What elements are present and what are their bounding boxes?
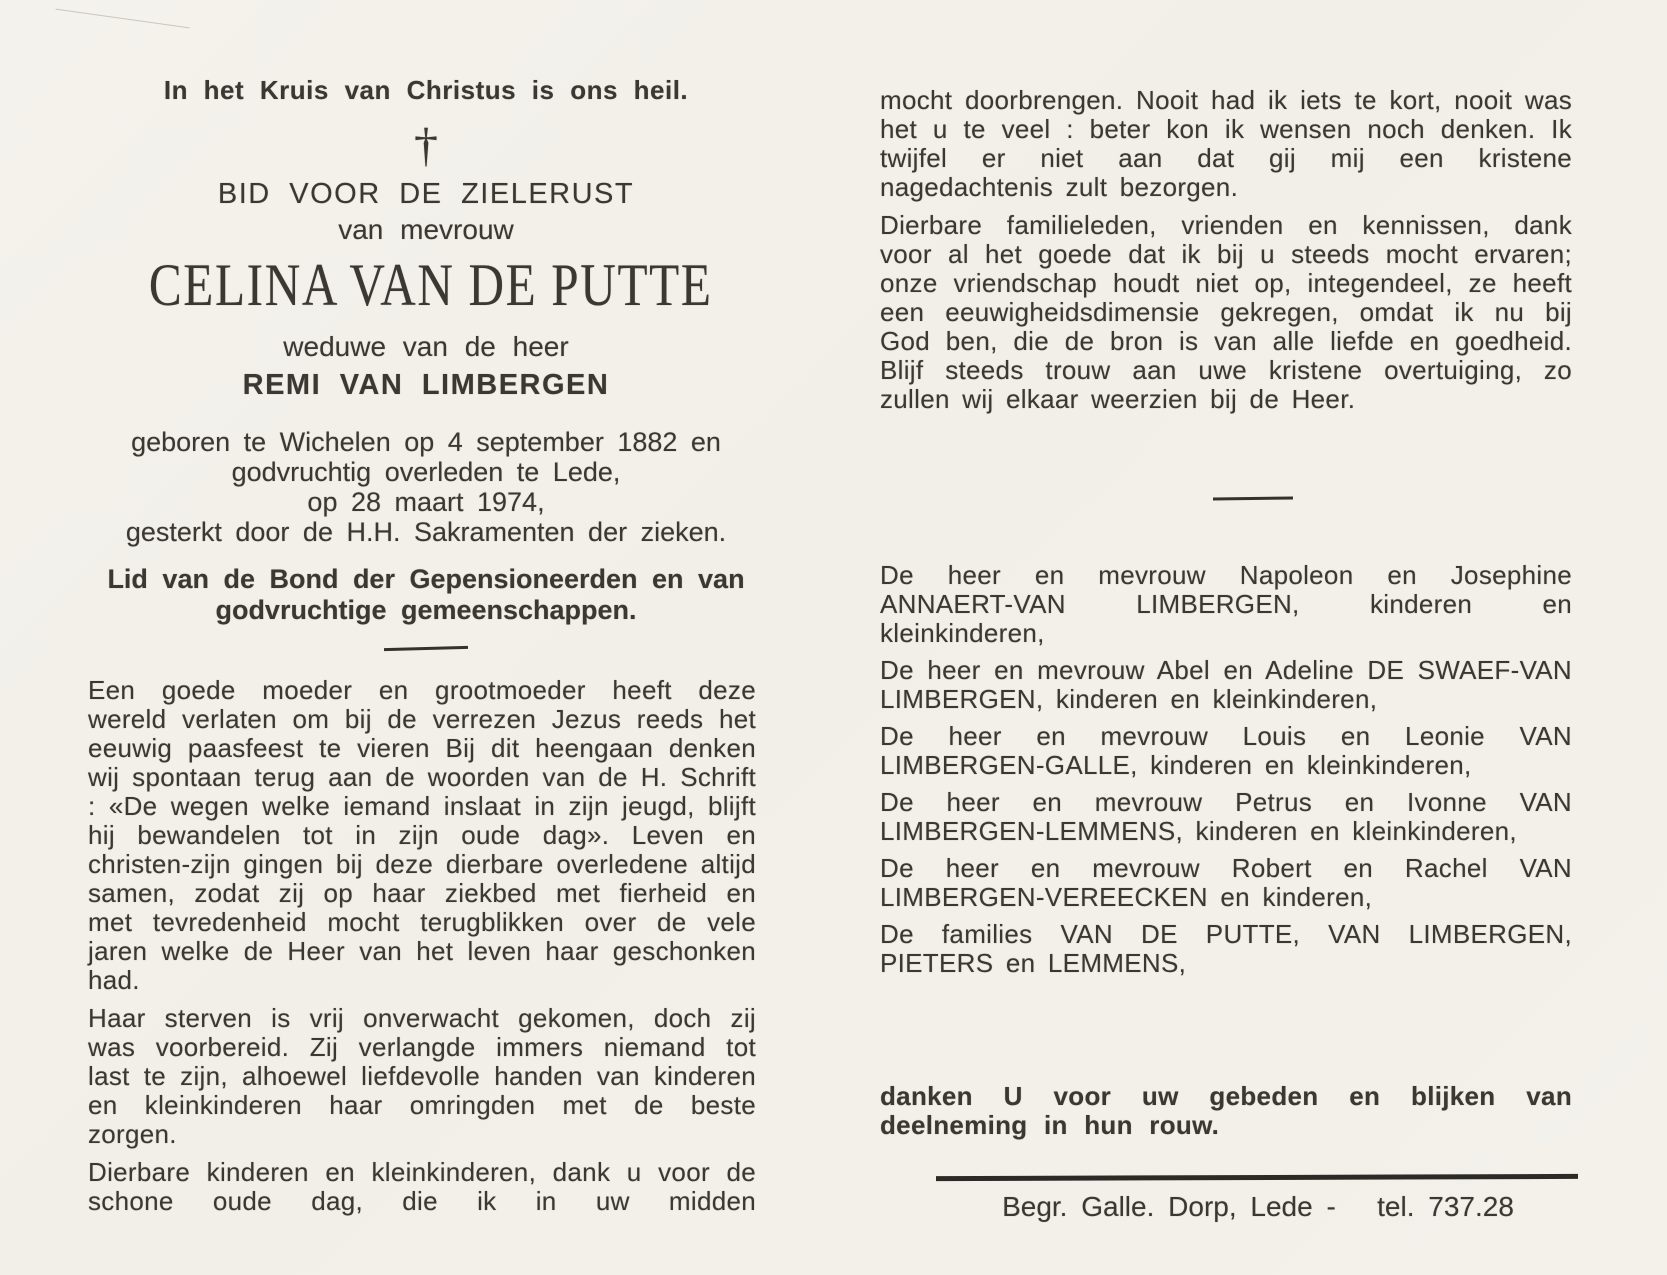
family-entry: De heer en mevrouw Robert en Rachel VAN LIMBERGEN-VEREECKEN en kinderen,	[880, 853, 1572, 912]
family-entry: De heer en mevrouw Petrus en Ivonne VAN LIMBERGEN-LEMMENS, kinderen en kleinkinderen,	[880, 787, 1572, 846]
family-entry: De heer en mevrouw Abel en Adeline DE SWAEF-VAN LIMBERGEN, kinderen en kleinkinderen,	[880, 655, 1572, 714]
vitals-line: op 28 maart 1974,	[307, 487, 545, 517]
family-list	[880, 561, 1572, 986]
husband-name: REMI VAN LIMBERGEN	[242, 369, 610, 401]
farewell-text	[880, 86, 1572, 423]
farewell-paragraph: Dierbare familieleden, vrienden en kennissen, dank voor al het goede dat ik bij u steeds mocht ervaren; onze vriendschap houdt niet op, integendeel, ze heeft een eeuwigheidsdimensie gekregen, omdat ik nu bij God ben, die de bron is van alle liefde en goedheid. Blijf steeds trouw aan uwe kristene overtuiging, zo zullen wij elkaar weerzien bij de Heer.	[880, 210, 1572, 414]
membership-line: godvruchtige gemeenschappen.	[215, 595, 637, 625]
thanks-paragraph: danken U voor uw gebeden en blijken van deelneming in hun rouw.	[880, 1081, 1572, 1140]
card-header	[88, 75, 764, 650]
obituary-text	[88, 676, 756, 1225]
cross-icon: †	[414, 119, 438, 172]
pray-title: BID VOOR DE ZIELERUST	[217, 178, 635, 210]
vitals-block	[88, 427, 764, 547]
pray-subtitle: van mevrouw	[338, 214, 514, 245]
vitals-line: geboren te Wichelen op 4 september 1882 en	[131, 427, 721, 457]
relation-line: weduwe van de heer	[283, 331, 569, 362]
family-entry: De heer en mevrouw Napoleon en Josephine ANNAERT-VAN LIMBERGEN, kinderen en kleinkinderen,	[880, 560, 1572, 648]
membership-line: Lid van de Bond der Gepensioneerden en van	[107, 564, 745, 594]
family-entry: De heer en mevrouw Louis en Leonie VAN LIMBERGEN-GALLE, kinderen en kleinkinderen,	[880, 721, 1572, 780]
obituary-paragraph: Dierbare kinderen en kleinkinderen, dank u voor de schone oude dag, die ik in uw midden	[88, 1157, 756, 1216]
deceased-name: CELINA VAN DE PUTTE	[148, 252, 713, 318]
scan-crease	[56, 9, 190, 29]
obituary-paragraph: Een goede moeder en grootmoeder heeft deze wereld verlaten om bij de verrezen Jezus reeds het eeuwig paasfeest te vieren Bij dit heengaan denken wij spontaan terug aan de woorden van de H. Schrift : «De wegen welke iemand inslaat in zijn jeugd, blijft hij bewandelen tot in zijn oude dag». Leven en christen-zijn gingen bij deze dierbare overledene altijd samen, zodat zij op haar ziekbed met fierheid en met tevredenheid mocht terugblikken over de vele jaren welke de Heer van het leven haar geschonken had.	[88, 675, 756, 995]
section-divider	[384, 646, 468, 651]
farewell-paragraph: mocht doorbrengen. Nooit had ik iets te kort, nooit was het u te veel : beter kon ik wensen noch denken. Ik twijfel er niet aan dat gij mij een kristene nagedachtenis zult bezorgen.	[880, 85, 1572, 202]
undertaker-line: Begr. Galle. Dorp, Lede - tel. 737.28	[1002, 1191, 1514, 1222]
left-page	[88, 75, 764, 1216]
family-entry: De families VAN DE PUTTE, VAN LIMBERGEN, PIETERS en LEMMENS,	[880, 919, 1572, 978]
membership-block	[88, 564, 764, 626]
vitals-line: gesterkt door de H.H. Sakramenten der zieken.	[125, 517, 727, 547]
motto: In het Kruis van Christus is ons heil.	[163, 75, 689, 105]
vitals-line: godvruchtig overleden te Lede,	[231, 457, 621, 487]
obituary-paragraph: Haar sterven is vrij onverwacht gekomen, doch zij was voorbereid. Zij verlangde immers niemand tot last te zijn, alhoewel liefdevolle handen van kinderen en kleinkinderen haar omringden met de beste zorgen.	[88, 1003, 756, 1149]
acknowledgement-divider	[1213, 496, 1293, 500]
footer-rule	[936, 1174, 1578, 1181]
